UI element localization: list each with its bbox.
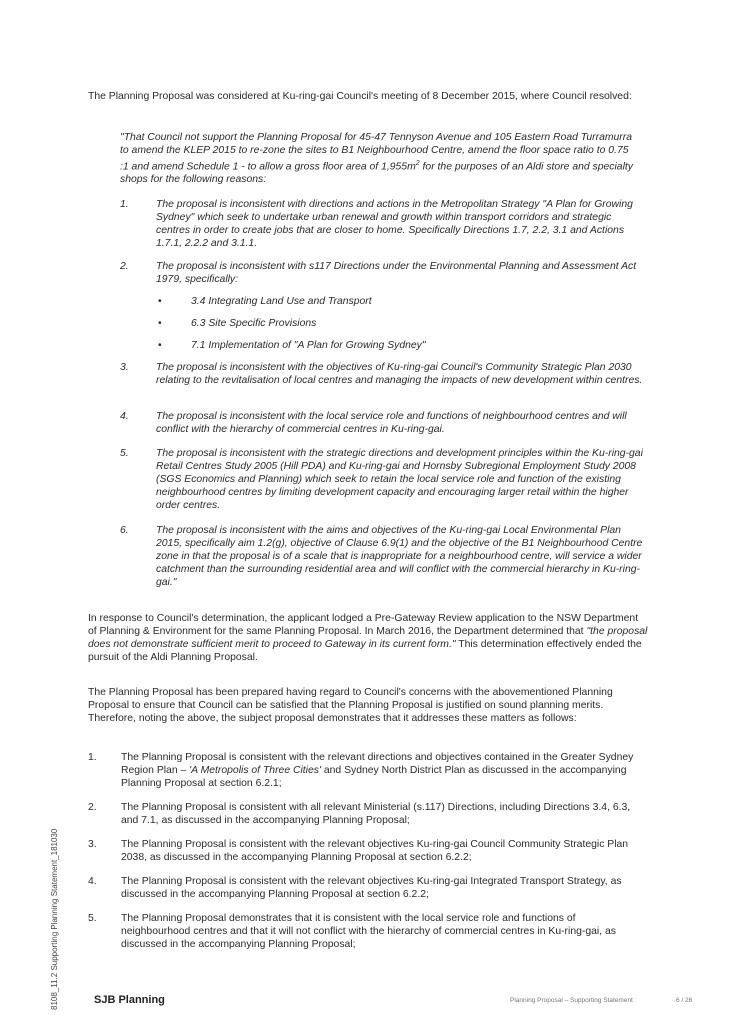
matter-text: The Planning Proposal is consistent with all relevant Ministerial (s.117) Directions, including Directions 3.4, 6.3, and 7.1, as discussed in the accompanying Planning Proposal;	[121, 802, 631, 826]
matter-text: The Planning Proposal is consistent with the relevant directions and objectives contained in the Greater Sydney Region Plan – 'A Metropolis of Three Cities' and Sydney North District Plan as discussed in the accompanying Planning Proposal at section 6.2.1;	[121, 752, 634, 789]
footer-page-number: 6 / 26	[676, 997, 693, 1004]
reason-text: The proposal is inconsistent with directions and actions in the Metropolitan Strategy "A Plan for Growing Sydney" which seek to undertake urban renewal and growth within transport corridors and strategic centres in order to create jobs that are closer to home. Specifically Directions 1.7, 2.2, 3.1 and Actions 1.7.1, 2.2.2 and 3.1.1.	[156, 199, 633, 249]
matter-text: The Planning Proposal is consistent with the relevant objectives Ku-ring-gai Council Community Strategic Plan 2038, as discussed in the accompanying Planning Proposal at section 6.2.2;	[121, 839, 629, 863]
list-number: 2.	[120, 261, 129, 272]
matter-text: The Planning Proposal demonstrates that it is consistent with the local service role and functions of neighbourhood centres and that it will not conflict with the hierarchy of commercial centres in Ku-ring-gai, as discussed in the accompanying Planning Proposal;	[121, 913, 616, 950]
list-number: 4.	[88, 876, 97, 887]
superscript: 2	[415, 160, 420, 167]
response-text: In response to Council's determination, the applicant lodged a Pre-Gateway Review application to the NSW Department of Planning & Environment for the same Planning Proposal. In March 2016, the Department determined that	[88, 613, 639, 637]
direction-text: 3.4 Integrating Land Use and Transport	[191, 296, 372, 307]
reason-text: The proposal is inconsistent with the strategic directions and development principles within the Ku-ring-gai Retail Centres Study 2005 (Hill PDA) and Ku-ring-gai and Hornsby Subregional Employment Study 2008 (SGS Economics and Planning) which seek to retain the local service role and function of the existing neighbourhood centres by limiting development capacity and encouraging larger retail within the higher order centres.	[156, 448, 643, 511]
summary-paragraph: The Planning Proposal has been prepared having regard to Council's concerns with the abovementioned Planning Proposal to ensure that Council can be satisfied that the Planning Proposal is justified on sound planning merits. Therefore, noting the above, the subject proposal demonstrates that it addresses these matters as follows:	[88, 687, 613, 724]
reason-text: The proposal is inconsistent with the objectives of Ku-ring-gai Council's Community Strategic Plan 2030 relating to the revitalisation of local centres and managing the impacts of new development within centres.	[156, 362, 643, 386]
list-number: 2.	[88, 802, 97, 813]
bullet-icon: •	[158, 340, 162, 351]
direction-text: 6.3 Site Specific Provisions	[191, 318, 317, 329]
bullet-icon: •	[158, 296, 162, 307]
bullet-icon: •	[158, 318, 162, 329]
list-number: 1.	[120, 199, 129, 210]
list-number: 5.	[120, 448, 129, 459]
list-number: 1.	[88, 752, 97, 763]
list-number: 3.	[120, 362, 129, 373]
response-text-end: This determination effectively ended the pursuit of the Aldi Planning Proposal.	[88, 639, 642, 663]
reason-text: The proposal is inconsistent with the aims and objectives of the Ku-ring-gai Local Environmental Plan 2015, specifically aim 1.2(g), objective of Clause 6.9(1) and the objective of the B1 Neighbourhood Centre zone in that the proposal is of a scale that is inappropriate for a neighbourhood centre, will service a wider catchment than the surrounding residential area and will conflict with the commercial hierarchy in Ku-ring-gai."	[156, 525, 643, 588]
list-number: 3.	[88, 839, 97, 850]
document-reference: 8108_11.2 Supporting Planning Statement_181030	[50, 828, 59, 1010]
list-number: 5.	[88, 913, 97, 924]
reason-text: The proposal is inconsistent with s117 Directions under the Environmental Planning and Assessment Act 1979, specifically:	[156, 261, 637, 285]
footer-brand: SJB Planning	[94, 994, 165, 1006]
matter-text: The Planning Proposal is consistent with the relevant objectives Ku-ring-gai Integrated Transport Strategy, as discussed in the accompanying Planning Proposal at section 6.2.2;	[121, 876, 622, 900]
resolution-quote-text-end: for the purposes of an Aldi store and specialty shops for the following reasons:	[120, 161, 633, 186]
resolution-quote-text: "That Council not support the Planning Proposal for 45-47 Tennyson Avenue and 105 Eastern Road Turramurra to amend the KLEP 2015 to re-zone the sites to B1 Neighbourhood Centre, amend the floor space ratio to 0.75 :1 and amend Schedule 1 - to allow a gross floor area of 1,955m	[120, 132, 632, 173]
direction-text: 7.1 Implementation of "A Plan for Growing Sydney"	[191, 340, 426, 351]
list-number: 4.	[120, 411, 129, 422]
council-resolution-quote	[120, 131, 640, 186]
department-quote: "the proposal does not demonstrate sufficient merit to proceed to Gateway in its current form."	[88, 626, 648, 650]
list-number: 6.	[120, 525, 129, 536]
response-paragraph	[88, 612, 648, 664]
intro-paragraph: The Planning Proposal was considered at Ku-ring-gai Council's meeting of 8 December 2015, where Council resolved:	[88, 91, 632, 102]
reason-text: The proposal is inconsistent with the local service role and functions of neighbourhood centres and will conflict with the hierarchy of commercial centres in Ku-ring-gai.	[156, 411, 627, 435]
footer-doc-title: Planning Proposal – Supporting Statement	[510, 997, 633, 1004]
